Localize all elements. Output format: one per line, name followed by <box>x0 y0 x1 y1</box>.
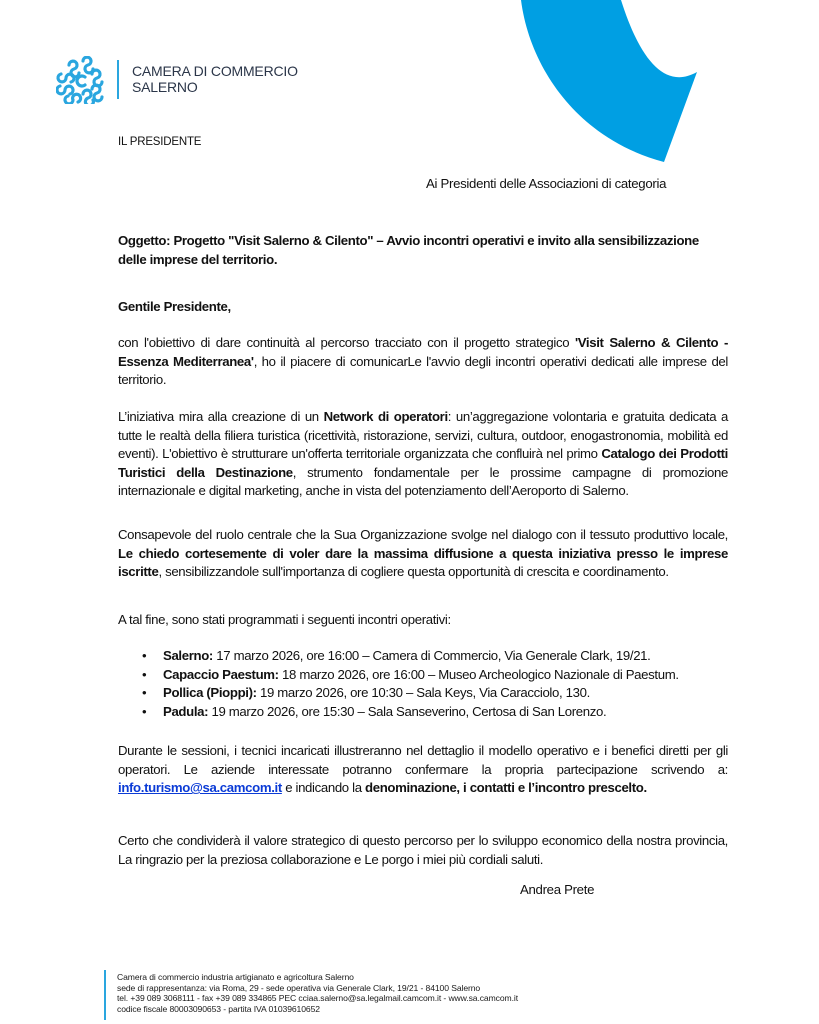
sender-title: IL PRESIDENTE <box>118 136 202 148</box>
bullet-icon: • <box>142 648 147 663</box>
meeting-item <box>118 647 738 666</box>
text-span: L’iniziativa mira alla creazione di un <box>118 409 324 424</box>
network-highlight: Network di operatori <box>323 409 448 424</box>
paragraph-sessions <box>118 742 728 798</box>
camera-commercio-logo-icon <box>56 56 106 104</box>
bullet-icon: • <box>142 703 147 719</box>
text-span: Durante le sessioni, i tecnici incaricati illustreranno nel dettaglio il modello operativo e i benefici diretti per gli operatori. Le aziende interessate potranno confermare la propria partecipazione scrivendo a: <box>118 743 728 777</box>
meeting-place: Salerno: <box>163 648 213 663</box>
footer-divider <box>104 970 106 1020</box>
meeting-details: 18 marzo 2026, ore 16:00 – Museo Archeologico Nazionale di Paestum. <box>278 666 679 682</box>
meeting-item <box>118 703 738 722</box>
paragraph-closing: Certo che condividerà il valore strategico di questo percorso per lo sviluppo economico della nostra provincia, La ringrazio per la preziosa collaborazione e Le porgo i miei più cordiali saluti. <box>118 833 728 867</box>
meeting-details: 19 marzo 2026, ore 15:30 – Sala Sanseverino, Certosa di San Lorenzo. <box>208 703 607 719</box>
recipient: Ai Presidenti delle Associazioni di categoria <box>426 176 667 191</box>
catalog-highlight: Catalogo dei Prodotti Turistici della Destinazione <box>118 446 728 480</box>
text-span: Consapevole del ruolo centrale che la Sua Organizzazione svolge nel dialogo con il tessuto produttivo locale, <box>118 527 728 542</box>
meeting-place: Pollica (Pioppi): <box>163 685 257 701</box>
text-span: con l'obiettivo di dare continuità al percorso tracciato con il progetto strategico <box>118 335 575 350</box>
paragraph-request <box>118 526 728 582</box>
request-highlight: Le chiedo cortesemente di voler dare la massima diffusione a questa iniziativa presso le imprese iscritte <box>118 545 728 580</box>
subject-line: Oggetto: Progetto "Visit Salerno & Cilento" – Avvio incontri operativi e invito alla sensibilizzazione delle imprese del territorio. <box>118 233 699 267</box>
required-info-highlight: denominazione, i contatti e l’incontro prescelto. <box>365 780 647 796</box>
text-span: , strumento fondamentale per le prossime campagne di promozione internazionale e digital marketing, anche in vista del potenziamento dell’Aeroporto di Salerno. <box>118 464 728 499</box>
bullet-icon: • <box>142 685 147 701</box>
signature: Andrea Prete <box>520 882 595 897</box>
paragraph-initiative <box>118 408 728 501</box>
logo-line-1: CAMERA DI COMMERCIO <box>132 63 298 79</box>
meeting-item <box>118 666 738 685</box>
email-link[interactable]: info.turismo@sa.camcom.it <box>118 780 282 796</box>
meetings-list <box>118 647 738 721</box>
paragraph-meetings-intro: A tal fine, sono stati programmati i seguenti incontri operativi: <box>118 612 451 627</box>
bullet-icon: • <box>142 666 147 682</box>
decorative-arc <box>0 0 819 200</box>
meeting-details: 19 marzo 2026, ore 10:30 – Sala Keys, Via Caracciolo, 130. <box>256 685 590 701</box>
paragraph-intro <box>118 334 728 390</box>
footer-line-2: sede di rappresentanza: via Roma, 29 - sede operativa via Generale Clark, 19/21 - 84100 Salerno <box>117 982 481 993</box>
footer-line-3: tel. +39 089 3068111 - fax +39 089 334865 PEC cciaa.salerno@sa.legalmail.camcom.it - www.sa.camcom.it <box>117 993 518 1004</box>
meeting-item <box>118 684 738 703</box>
project-name: 'Visit Salerno & Cilento - Essenza Mediterranea' <box>118 335 728 369</box>
meeting-place: Padula: <box>163 703 209 719</box>
text-span: , sensibilizzandole sull'importanza di cogliere questa opportunità di crescita e coordinamento. <box>158 564 669 580</box>
text-span: , ho il piacere di comunicarLe l'avvio degli incontri operativi dedicati alle imprese del territorio. <box>118 353 728 388</box>
meeting-details: 17 marzo 2026, ore 16:00 – Camera di Commercio, Via Generale Clark, 19/21. <box>212 648 651 663</box>
text-span: : un’aggregazione volontaria e gratuita dedicata a tutte le realtà della filiera turistica (ricettività, ristorazione, servizi, cultura, outdoor, enogastronomia, mobilità ed eventi). L'obiettivo è strutturare un'offerta territoriale organizzata che confluirà nel primo <box>118 409 728 462</box>
text-span: e indicando la <box>281 780 365 796</box>
footer-line-1: Camera di commercio industria artigianato e agricoltura Salerno <box>117 972 354 982</box>
logo-line-2: SALERNO <box>132 79 198 95</box>
footer <box>117 972 518 1014</box>
meeting-place: Capaccio Paestum: <box>163 666 279 682</box>
footer-line-4: codice fiscale 80003090653 - partita IVA 01039610652 <box>117 1003 320 1014</box>
logo-divider <box>117 60 119 99</box>
salutation: Gentile Presidente, <box>118 299 231 314</box>
logo-wordmark <box>132 63 298 95</box>
